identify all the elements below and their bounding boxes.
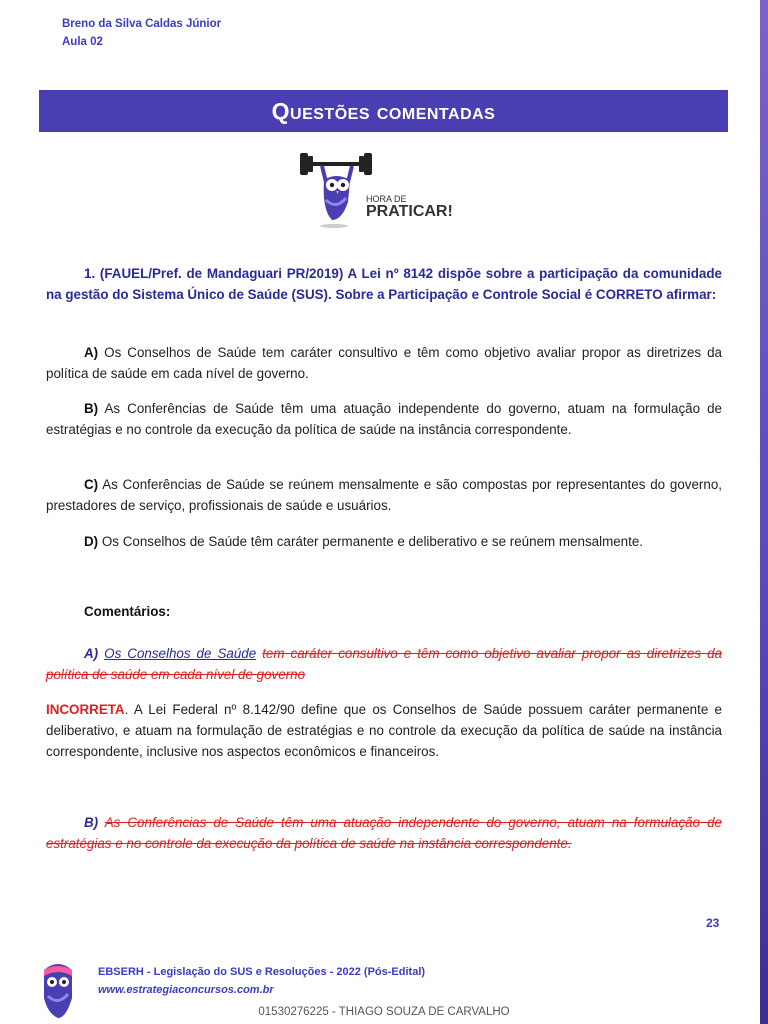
header-author: Breno da Silva Caldas Júnior — [62, 18, 222, 30]
footer-site-link[interactable]: www.estrategiaconcursos.com.br — [98, 984, 274, 996]
option-a-label: A) — [84, 345, 99, 360]
comment-a-struck: tem caráter consultivo e têm como objetivo avaliar propor as diretrizes da política de saúde em cada nível de governo — [46, 646, 722, 682]
footer-course: EBSERH - Legislação do SUS e Resoluções - 2022 (Pós-Edital) — [98, 966, 426, 978]
option-c — [46, 474, 722, 516]
logo-line2: PRATICAR! — [366, 203, 453, 220]
page-number: 23 — [706, 916, 720, 930]
option-d-label: D) — [84, 534, 99, 549]
comment-a-start: Os Conselhos de Saúde — [104, 646, 257, 661]
right-edge-bar — [760, 0, 768, 1024]
option-c-label: C) — [84, 477, 99, 492]
comment-b-label: B) — [84, 815, 99, 830]
option-a-text: Os Conselhos de Saúde tem caráter consultivo e têm como objetivo avaliar propor as diretrizes da política de saúde em cada nível de governo. — [46, 345, 722, 381]
comment-a-label: A) — [84, 646, 99, 661]
comment-a-verdict: INCORRETA — [46, 702, 125, 717]
option-c-text: As Conferências de Saúde se reúnem mensalmente e são compostas por representantes do governo, prestadores de serviço, profissionais de saúde e usuários. — [46, 477, 722, 513]
option-a — [46, 342, 722, 384]
practice-logo — [296, 150, 476, 230]
option-b-text: As Conferências de Saúde têm uma atuação independente do governo, atuam na formulação de estratégias e no controle da execução da política de saúde na instância correspondente. — [46, 401, 723, 437]
logo-line1: HORA DE — [366, 194, 407, 204]
option-b-label: B) — [84, 401, 99, 416]
comment-a — [46, 643, 722, 685]
option-b — [46, 398, 722, 440]
comment-a-explanation — [46, 699, 722, 762]
comment-b — [46, 812, 722, 854]
header-lesson: Aula 02 — [62, 36, 103, 48]
comments-title: Comentários: — [84, 604, 171, 619]
section-banner: Questões comentadas — [39, 90, 728, 132]
owl-weightlifter-icon — [296, 150, 476, 230]
comment-b-struck: As Conferências de Saúde têm uma atuação independente do governo, atuam na formulação de estratégias e no controle da execução da política de saúde na instância correspondente. — [46, 815, 722, 851]
footer-watermark: 01530276225 - THIAGO SOUZA DE CARVALHO — [258, 1006, 510, 1018]
question-statement: 1. (FAUEL/Pref. de Mandaguari PR/2019) A Lei nº 8142 dispõe sobre a participação da comunidade na gestão do Sistema Único de Saúde (SUS). Sobre a Participação e Controle Social é CORRETO afirmar: — [46, 266, 722, 302]
comment-a-explanation-text: . A Lei Federal nº 8.142/90 define que os Conselhos de Saúde possuem caráter permanente e deliberativo, e atuam na formulação de estratégias e no controle da execução da política de saúde na instância correspondente, inclusive nos aspectos econômicos e financeiros. — [46, 702, 722, 759]
option-d-text: Os Conselhos de Saúde têm caráter permanente e deliberativo e se reúnem mensalmente. — [101, 534, 644, 549]
option-d — [46, 531, 722, 552]
